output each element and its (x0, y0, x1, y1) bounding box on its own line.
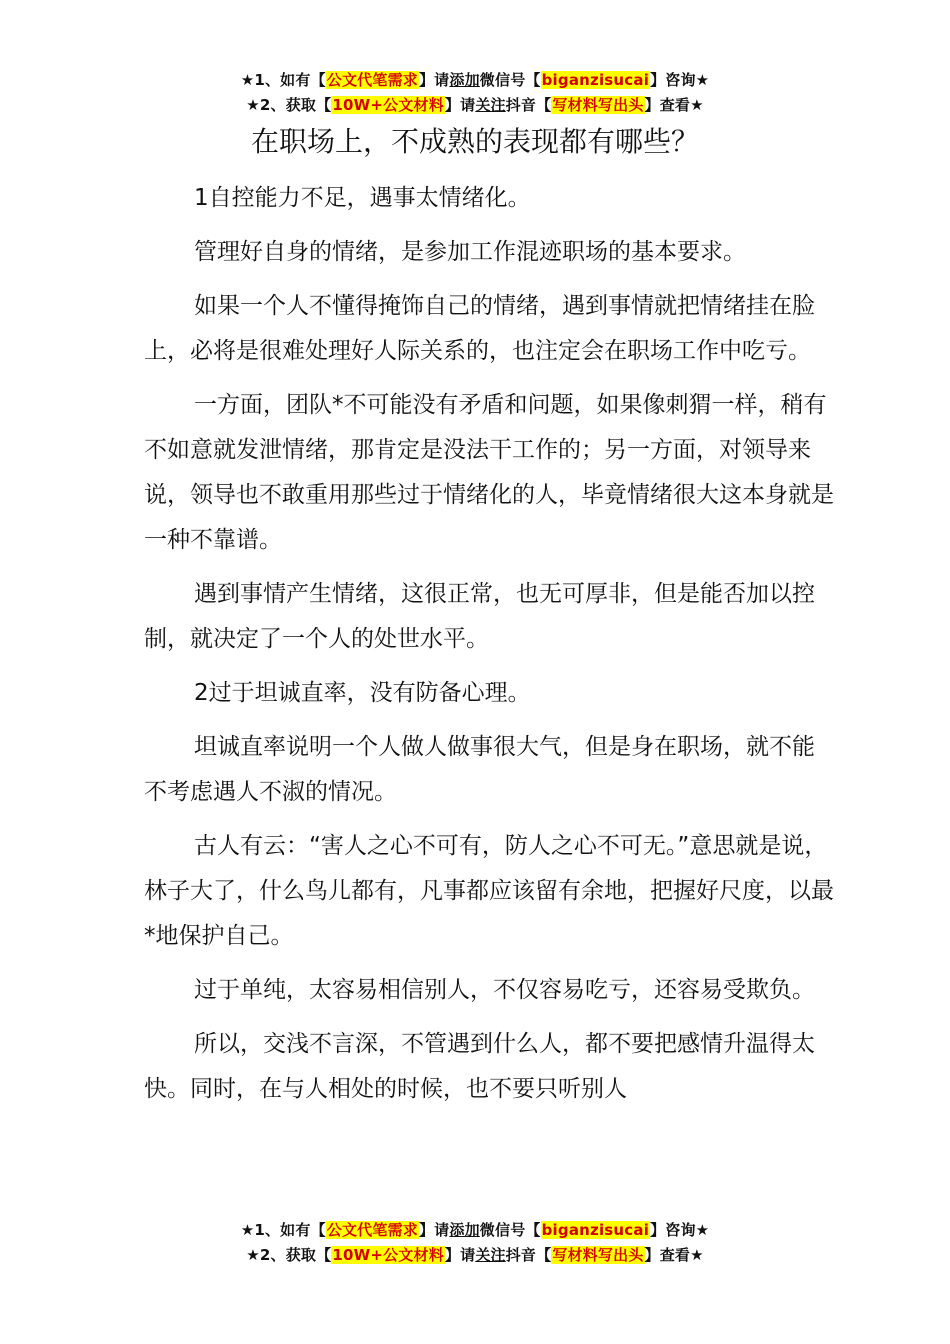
paragraph: 管理好自身的情绪，是参加工作混迹职场的基本要求。 (194, 239, 746, 265)
paragraph: 2过于坦诚直率，没有防备心理。 (194, 680, 531, 706)
banner-text: 】请 (418, 71, 450, 89)
footer-banner (0, 1218, 950, 1268)
banner-text: 微信号【 (479, 1221, 541, 1239)
banner-douyin-id: 写材料写出头 (552, 96, 644, 114)
banner-text: 微信号【 (479, 71, 541, 89)
paragraph: 古人有云：“害人之心不可有，防人之心不可无。”意思就是说，林子大了，什么鸟儿都有，凡事都应该留有余地，把握好尺度，以最*地保护自己。 (144, 833, 834, 949)
paragraph: 遇到事情产生情绪，这很正常，也无可厚非，但是能否加以控制，就决定了一个人的处世水平。 (144, 581, 815, 652)
banner-wechat-id: biganzisucai (541, 1221, 650, 1239)
banner-text: 】咨询★ (650, 71, 710, 89)
document-body (144, 176, 834, 1121)
banner-highlight: 公文代笔需求 (326, 1221, 418, 1239)
banner-emphasis: 关注 (475, 96, 506, 114)
banner-line-2 (0, 1243, 950, 1268)
banner-text: 】请 (418, 1221, 450, 1239)
banner-line-1 (0, 1218, 950, 1243)
banner-text: 抖音【 (505, 96, 552, 114)
banner-text: 】咨询★ (650, 1221, 710, 1239)
header-banner (0, 68, 950, 118)
banner-text: 】请 (444, 1246, 476, 1264)
banner-emphasis: 添加 (449, 1221, 480, 1239)
banner-emphasis: 添加 (449, 71, 480, 89)
banner-text: ★2、获取【 (246, 96, 332, 114)
banner-text: 抖音【 (505, 1246, 552, 1264)
banner-text: 】查看★ (644, 1246, 704, 1264)
paragraph: 一方面，团队*不可能没有矛盾和问题，如果像刺猬一样，稍有不如意就发泄情绪，那肯定是没法干工作的；另一方面，对领导来说，领导也不敢重用那些过于情绪化的人，毕竟情绪很大这本身就是一种不靠谱。 (144, 392, 834, 553)
banner-text: ★1、如有【 (240, 1221, 326, 1239)
paragraph: 1自控能力不足，遇事太情绪化。 (194, 185, 531, 211)
banner-highlight: 10W+公文材料 (332, 96, 444, 114)
banner-line-2 (0, 93, 950, 118)
document-title: 在职场上，不成熟的表现都有哪些？ (250, 125, 699, 158)
paragraph: 所以，交浅不言深，不管遇到什么人，都不要把感情升温得太快。同时，在与人相处的时候，也不要只听别人 (144, 1031, 815, 1102)
banner-text: 】查看★ (644, 96, 704, 114)
banner-text: ★1、如有【 (240, 71, 326, 89)
banner-highlight: 10W+公文材料 (332, 1246, 444, 1264)
banner-text: ★2、获取【 (246, 1246, 332, 1264)
banner-douyin-id: 写材料写出头 (552, 1246, 644, 1264)
banner-highlight: 公文代笔需求 (326, 71, 418, 89)
paragraph: 如果一个人不懂得掩饰自己的情绪，遇到事情就把情绪挂在脸上，必将是很难处理好人际关系的，也注定会在职场工作中吃亏。 (144, 293, 815, 364)
banner-text: 】请 (444, 96, 476, 114)
banner-line-1 (0, 68, 950, 93)
banner-emphasis: 关注 (475, 1246, 506, 1264)
paragraph: 坦诚直率说明一个人做人做事很大气，但是身在职场，就不能不考虑遇人不淑的情况。 (144, 734, 815, 805)
paragraph: 过于单纯，太容易相信别人，不仅容易吃亏，还容易受欺负。 (194, 977, 815, 1003)
banner-wechat-id: biganzisucai (541, 71, 650, 89)
